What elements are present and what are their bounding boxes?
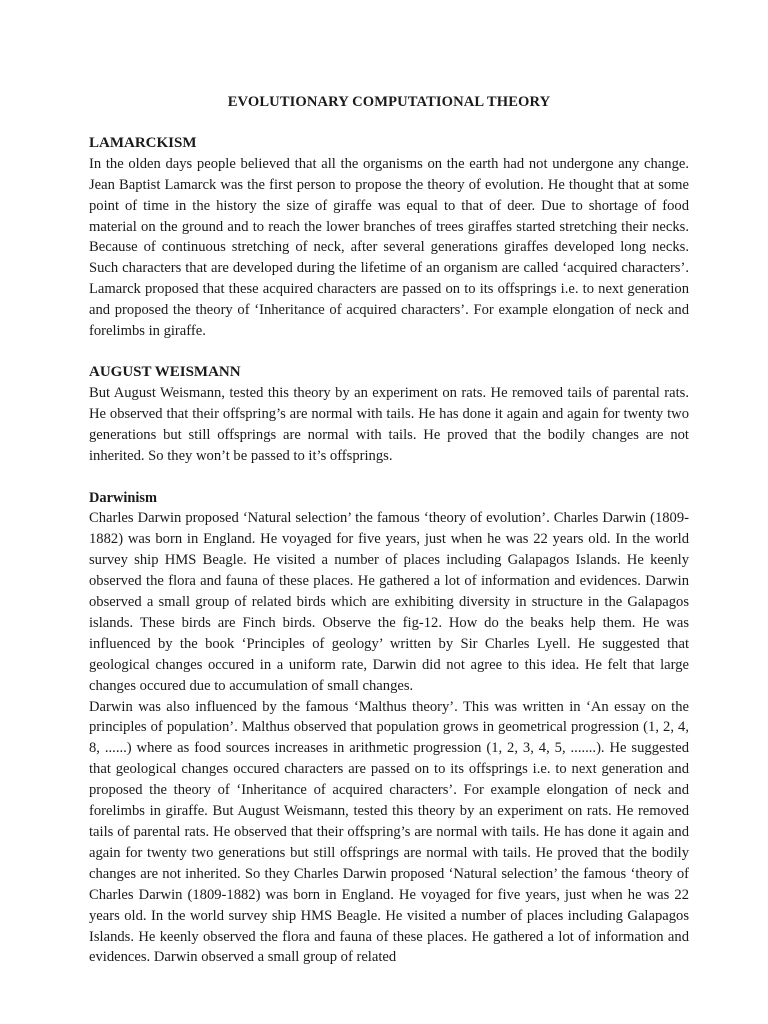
section-heading: AUGUST WEISMANN — [89, 364, 241, 381]
section-lamarckism — [89, 133, 689, 342]
document-page — [89, 92, 689, 968]
paragraph: Charles Darwin proposed ‘Natural selection’ the famous ‘theory of evolution’. Charles Darwin (1809-1882) was born in England. He voyaged for five years, just when he was 22 years old. In the world survey ship HMS Beagle. He visited a number of places including Galapagos Islands. He keenly observed the flora and fauna of these places. He gathered a lot of information and evidences. Darwin observed a small group of related birds which are exhibiting diversity in structure in the Galapagos islands. These birds are Finch birds. Observe the fig-12. How do the beaks help them. He was influenced by the book ‘Principles of geology’ written by Sir Charles Lyell. He suggested that geological changes occured in a uniform rate, Darwin did not agree to this idea. He felt that large changes occured due to accumulation of small changes. — [89, 510, 689, 694]
document-title: EVOLUTIONARY COMPUTATIONAL THEORY — [227, 94, 551, 110]
paragraph: In the olden days people believed that all the organisms on the earth had not undergone any change. Jean Baptist Lamarck was the first person to propose the theory of evolution. He thought that at some point of time in the history the size of giraffe was equal to that of deer. Due to shortage of food material on the ground and to reach the lower branches of trees giraffes started stretching their necks. Because of continuous stretching of neck, after several generations giraffes developed long necks. Such characters that are developed during the lifetime of an organism are called ‘acquired characters’. Lamarck proposed that these acquired characters are passed on to its offsprings i.e. to next generation and proposed the theory of ‘Inheritance of acquired characters’. For example elongation of neck and forelimbs in giraffe. — [89, 155, 689, 340]
paragraph: But August Weismann, tested this theory by an experiment on rats. He removed tails of parental rats. He observed that their offspring’s are normal with tails. He has done it again and again for twenty two generations but still offsprings are normal with tails. He proved that the bodily changes are not inherited. So they won’t be passed to it’s offsprings. — [89, 385, 689, 465]
section-august-weismann — [89, 362, 689, 467]
section-heading: Darwinism — [89, 489, 157, 506]
section-darwinism — [89, 488, 689, 969]
paragraph: Darwin was also influenced by the famous ‘Malthus theory’. This was written in ‘An essay on the principles of population’. Malthus observed that population grows in geometrical progression (1, 2, 4, 8, ......) where as food sources increases in arithmetic progression (1, 2, 3, 4, 5, .......). He suggested that geological changes occured characters are passed on to its offsprings i.e. to next generation and proposed the theory of ‘Inheritance of acquired characters’. For example elongation of neck and forelimbs in giraffe. But August Weismann, tested this theory by an experiment on rats. He removed tails of parental rats. He observed that their offspring’s are normal with tails. He has done it again and again for twenty two generations but still offsprings are normal with tails. He proved that the bodily changes are not inherited. So they Charles Darwin proposed ‘Natural selection’ the famous ‘theory of Charles Darwin (1809-1882) was born in England. He voyaged for five years, just when he was 22 years old. In the world survey ship HMS Beagle. He visited a number of places including Galapagos Islands. He keenly observed the flora and fauna of these places. He gathered a lot of information and evidences. Darwin observed a small group of related — [89, 698, 689, 966]
section-spacer — [89, 467, 689, 488]
section-spacer — [89, 342, 689, 363]
section-heading: LAMARCKISM — [89, 134, 197, 151]
